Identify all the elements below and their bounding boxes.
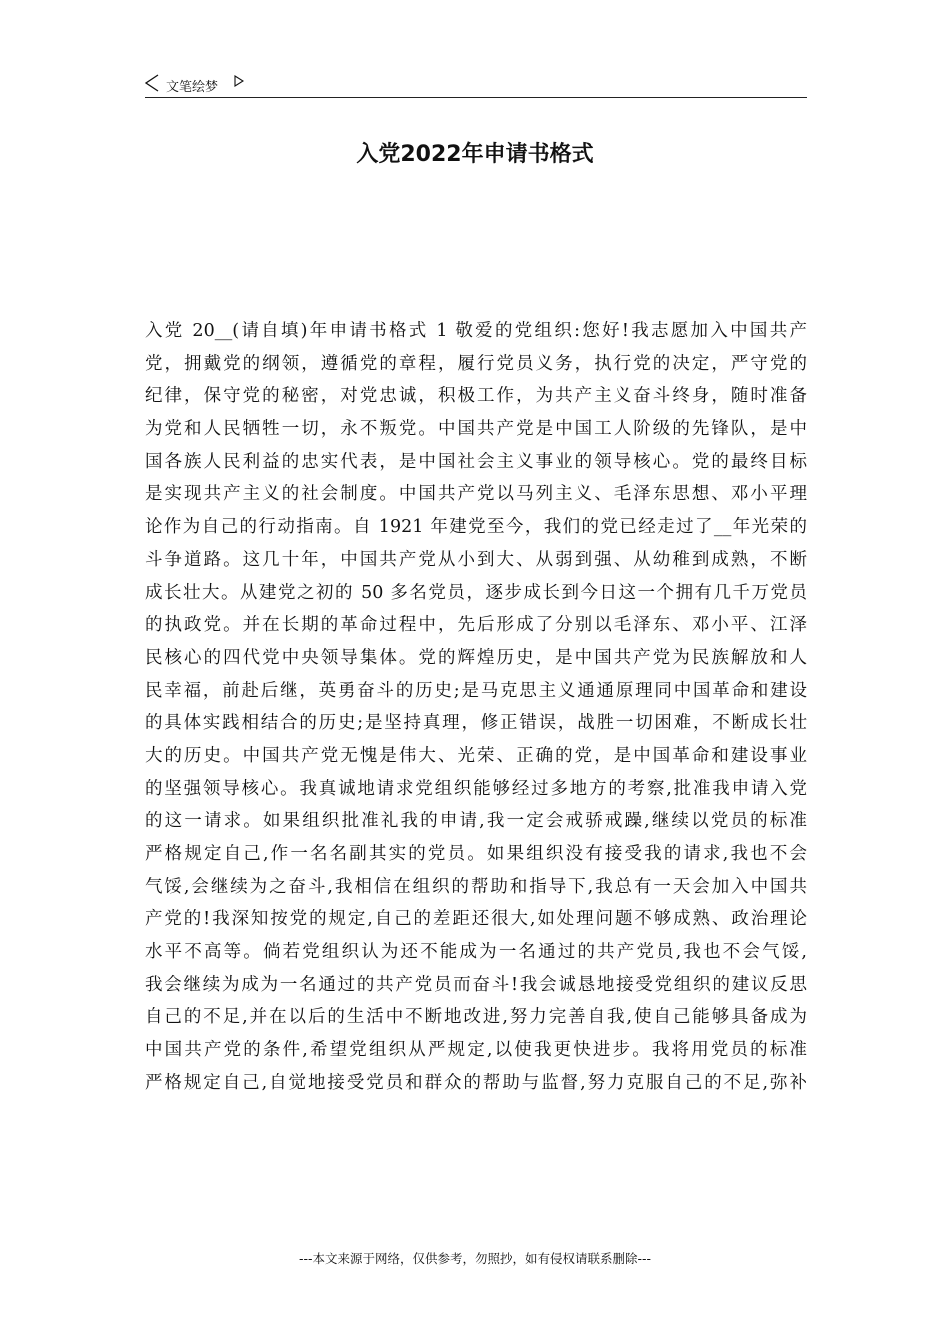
text-line: 为党和人民牺牲一切，永不叛党。中国共产党是中国工人阶级的先锋队，是中 xyxy=(145,419,807,440)
text-line: 是实现共产主义的社会制度。中国共产党以马列主义、毛泽东思想、邓小平理 xyxy=(145,484,807,505)
text-line: 大的历史。中国共产党无愧是伟大、光荣、正确的党，是中国革命和建设事业 xyxy=(145,745,807,766)
text-line: 入党 20__(请自填)年申请书格式 1 敬爱的党组织:您好!我志愿加入中国共产 xyxy=(145,321,807,341)
text-line: 的具体实践相结合的历史;是坚持真理，修正错误，战胜一切困难，不断成长壮 xyxy=(145,713,807,734)
text-line: 民核心的四代党中央领导集体。党的辉煌历史，是中国共产党为民族解放和人 xyxy=(145,647,807,668)
text-line: 纪律，保守党的秘密，对党忠诚，积极工作，为共产主义奋斗终身，随时准备 xyxy=(145,386,807,407)
text-line: 的坚强领导核心。我真诚地请求党组织能够经过多地方的考察,批准我申请入党 xyxy=(145,778,807,799)
text-line: 民幸福，前赴后继，英勇奋斗的历史;是马克思主义通通原理同中国革命和建设 xyxy=(145,680,807,701)
page-header xyxy=(145,74,807,94)
text-line: 严格规定自己,作一名名副其实的党员。如果组织没有接受我的请求,我也不会 xyxy=(145,844,807,864)
text-line: 气馁,会继续为之奋斗,我相信在组织的帮助和指导下,我总有一天会加入中国共 xyxy=(145,876,807,897)
text-line: 的执政党。并在长期的革命过程中，先后形成了分别以毛泽东、邓小平、江泽 xyxy=(145,615,807,636)
text-line: 的这一请求。如果组织批准礼我的申请,我一定会戒骄戒躁,继续以党员的标准 xyxy=(145,811,807,832)
header-divider xyxy=(145,97,807,98)
text-line: 斗争道路。这几十年，中国共产党从小到大、从弱到强、从幼稚到成熟，不断 xyxy=(145,549,807,570)
text-line: 党，拥戴党的纲领，遵循党的章程，履行党员义务，执行党的决定，严守党的 xyxy=(145,353,807,374)
triangle-left-icon xyxy=(145,74,159,92)
footer-disclaimer: ---本文来源于网络，仅供参考，勿照抄，如有侵权请联系删除--- xyxy=(298,1251,652,1266)
text-line: 水平不高等。倘若党组织认为还不能成为一名通过的共产党员,我也不会气馁, xyxy=(145,942,807,963)
header-brand: 文笔绘梦 xyxy=(166,80,219,95)
text-line: 国各族人民利益的忠实代表，是中国社会主义事业的领导核心。党的最终目标 xyxy=(145,451,807,472)
text-line: 中国共产党的条件,希望党组织从严规定,以使我更快进步。我将用党员的标准 xyxy=(145,1040,807,1061)
text-line: 自己的不足,并在以后的生活中不断地改进,努力完善自我,使自己能够具备成为 xyxy=(145,1007,807,1028)
text-line: 产党的!我深知按党的规定,自己的差距还很大,如处理问题不够成熟、政治理论 xyxy=(145,909,807,930)
text-line: 成长壮大。从建党之初的 50 多名党员，逐步成长到今日这一个拥有几千万党员 xyxy=(145,582,807,603)
text-line: 严格规定自己,自觉地接受党员和群众的帮助与监督,努力克服自己的不足,弥补 xyxy=(145,1072,807,1093)
triangle-right-icon xyxy=(234,75,244,87)
text-line: 我会继续为成为一名通过的共产党员而奋斗!我会诚恳地接受党组织的建议反思 xyxy=(145,974,807,995)
body-paragraph xyxy=(145,315,807,1100)
page-title: 入党2022年申请书格式 xyxy=(356,142,594,167)
text-line: 论作为自己的行动指南。自 1921 年建党至今，我们的党已经走过了__年光荣的 xyxy=(145,517,807,538)
